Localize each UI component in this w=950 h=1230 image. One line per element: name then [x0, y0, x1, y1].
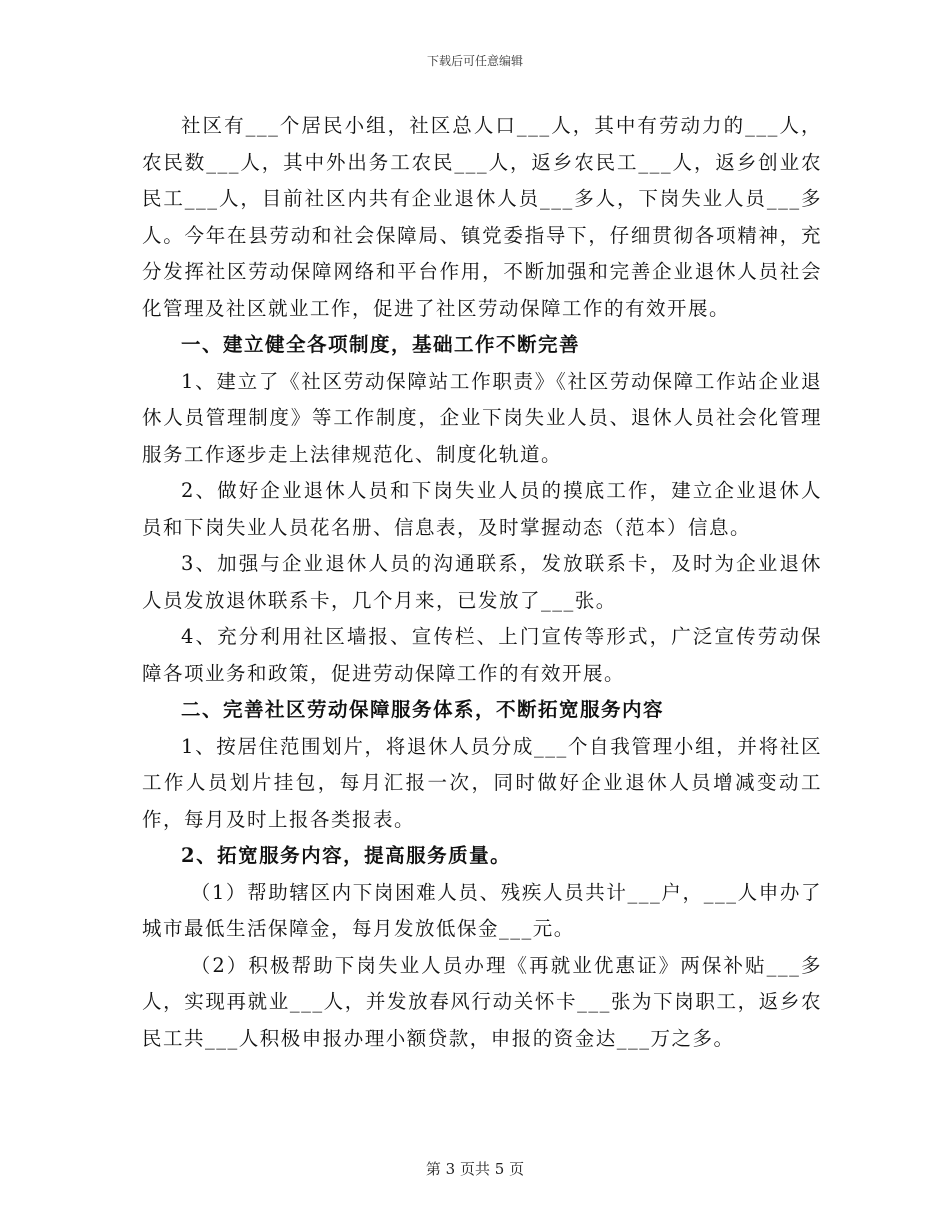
- section-1-item-4: 4、充分利用社区墙报、宣传栏、上门宣传等形式，广泛宣传劳动保障各项业务和政策，促进劳动保障工作的有效开展。: [142, 625, 822, 685]
- section-2-item-1: 1、按居住范围划片，将退休人员分成___个自我管理小组，并将社区工作人员划片挂包，每月汇报一次，同时做好企业退休人员增减变动工作，每月及时上报各类报表。: [142, 734, 822, 831]
- section-1-item-3: 3、加强与企业退休人员的沟通联系，发放联系卡，及时为企业退休人员发放退休联系卡，几个月来，已发放了___张。: [142, 552, 822, 612]
- section-1-item-1: 1、建立了《社区劳动保障站工作职责》《社区劳动保障工作站企业退休人员管理制度》等工作制度，企业下岗失业人员、退休人员社会化管理服务工作逐步走上法律规范化、制度化轨道。: [142, 369, 822, 466]
- section-2-item-2-heading: 2、拓宽服务内容，提高服务质量。: [181, 844, 512, 867]
- section-2-heading: 二、完善社区劳动保障服务体系，不断拓宽服务内容: [181, 698, 665, 721]
- section-1-item-2: 2、做好企业退休人员和下岗失业人员的摸底工作，建立企业退休人员和下岗失业人员花名册、信息表，及时掌握动态（范本）信息。: [142, 479, 822, 539]
- section-1-heading: 一、建立健全各项制度，基础工作不断完善: [181, 333, 581, 356]
- page-header: 下载后可任意编辑: [426, 54, 523, 68]
- section-2-sub-item-2: （2）积极帮助下岗失业人员办理《再就业优惠证》两保补贴___多人，实现再就业___人，并发放春风行动关怀卡___张为下岗职工，返乡农民工共___人积极申报办理小额贷款，申报的资金达___万之多。: [142, 953, 822, 1050]
- intro-paragraph: 社区有___个居民小组，社区总人口___人，其中有劳动力的___人，农民数___人，其中外出务工农民___人，返乡农民工___人，返乡创业农民工___人，目前社区内共有企业退休人员___多人，下岗失业人员___多人。今年在县劳动和社会保障局、镇党委指导下，仔细贯彻各项精神，充分发挥社区劳动保障网络和平台作用，不断加强和完善企业退休人员社会化管理及社区就业工作，促进了社区劳动保障工作的有效开展。: [142, 114, 822, 320]
- section-2-sub-item-1: （1）帮助辖区内下岗困难人员、残疾人员共计___户，___人申办了城市最低生活保障金，每月发放低保金___元。: [142, 880, 822, 940]
- document-body: [142, 108, 822, 1057]
- page-number: 第 3 页共 5 页: [425, 1160, 525, 1178]
